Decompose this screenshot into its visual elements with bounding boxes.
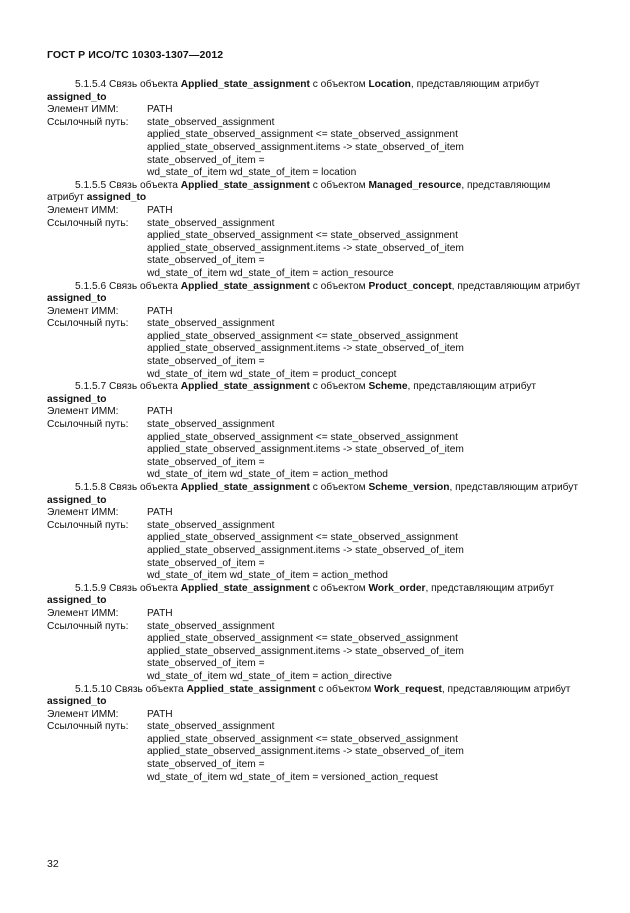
ref-path-line: wd_state_of_item wd_state_of_item = action_method [147, 570, 388, 582]
mapping-section [47, 482, 587, 583]
ref-path-line: applied_state_observed_assignment.items -> state_observed_of_item [147, 242, 464, 254]
mapping-section [47, 281, 587, 382]
element-label: Элемент ИММ: [47, 204, 119, 216]
title-text: , представляющим атрибут [425, 582, 555, 594]
title-text: , представляющим атрибут [410, 79, 540, 90]
entity-name: Applied_state_assignment [180, 381, 310, 393]
title-text: Связь объекта [111, 683, 187, 695]
ref-path-line: wd_state_of_item wd_state_of_item = action_directive [147, 670, 392, 682]
element-row [47, 709, 587, 722]
section-title [47, 180, 587, 205]
target-entity-name: Managed_resource [368, 179, 462, 191]
element-label: Элемент ИММ: [47, 305, 119, 317]
ref-path-line: applied_state_observed_assignment <= state_observed_assignment [147, 733, 458, 745]
section-number: 5.1.5.10 [75, 683, 112, 695]
element-value: PATH [147, 607, 173, 619]
ref-path-first-line: state_observed_assignment [147, 217, 275, 229]
element-row [47, 507, 587, 520]
section-number: 5.1.5.5 [75, 179, 107, 191]
title-text: , представляющим атрибут [451, 280, 581, 292]
target-entity-name: Product_concept [368, 280, 452, 292]
ref-path-line: wd_state_of_item wd_state_of_item = action_method [147, 469, 388, 481]
element-value: PATH [147, 104, 173, 116]
ref-path-lines [147, 129, 587, 179]
ref-path-label: Ссылочный путь: [47, 419, 129, 431]
ref-path-line: wd_state_of_item wd_state_of_item = action_resource [147, 267, 394, 279]
ref-path-label: Ссылочный путь: [47, 318, 129, 330]
element-row [47, 104, 587, 117]
ref-path-line: applied_state_observed_assignment <= state_observed_assignment [147, 532, 458, 544]
ref-path-label: Ссылочный путь: [47, 620, 129, 632]
target-entity-name: Scheme_version [368, 482, 450, 493]
title-text: , представляющим атрибут [449, 482, 578, 493]
attribute-name: assigned_to [47, 595, 107, 607]
ref-path-lines [147, 432, 587, 482]
section-title [47, 79, 587, 104]
page-number: 32 [47, 858, 59, 870]
ref-path-line: applied_state_observed_assignment.items -> state_observed_of_item [147, 645, 464, 657]
ref-path-line: applied_state_observed_assignment <= state_observed_assignment [147, 129, 458, 141]
title-text: Связь объекта [106, 582, 181, 594]
ref-path-lines [147, 331, 587, 381]
title-text: с объектом [309, 381, 369, 393]
ref-path-row [47, 218, 587, 231]
title-text: Связь объекта [106, 280, 181, 292]
ref-path-line: applied_state_observed_assignment.items -> state_observed_of_item [147, 141, 464, 153]
element-value: PATH [147, 305, 173, 317]
mapping-section [47, 180, 587, 281]
title-text: с объектом [309, 179, 369, 191]
title-text: Связь объекта [106, 79, 181, 90]
ref-path-lines [147, 532, 587, 582]
section-number: 5.1.5.6 [75, 280, 107, 292]
section-number: 5.1.5.7 [75, 381, 107, 393]
ref-path-lines [147, 734, 587, 784]
title-text: с объектом [309, 280, 369, 292]
ref-path-row [47, 621, 587, 634]
ref-path-line: applied_state_observed_assignment.items -> state_observed_of_item [147, 444, 464, 456]
element-label: Элемент ИММ: [47, 708, 119, 720]
ref-path-line: wd_state_of_item wd_state_of_item = versioned_action_request [147, 771, 438, 783]
section-title [47, 583, 587, 608]
entity-name: Applied_state_assignment [180, 582, 310, 594]
element-value: PATH [147, 708, 173, 720]
ref-path-line: applied_state_observed_assignment <= state_observed_assignment [147, 633, 458, 645]
element-label: Элемент ИММ: [47, 104, 119, 116]
element-row [47, 406, 587, 419]
ref-path-line: wd_state_of_item wd_state_of_item = product_concept [147, 368, 397, 380]
attribute-name: assigned_to [47, 91, 107, 103]
ref-path-label: Ссылочный путь: [47, 217, 129, 229]
ref-path-line: applied_state_observed_assignment.items -> state_observed_of_item [147, 746, 464, 758]
target-entity-name: Work_order [368, 582, 426, 594]
document-body [47, 79, 587, 784]
ref-path-row [47, 721, 587, 734]
section-number: 5.1.5.9 [75, 582, 107, 594]
title-text: Связь объекта [106, 482, 181, 493]
title-text: , представляющим атрибут [47, 179, 551, 204]
title-text: с объектом [309, 79, 369, 90]
ref-path-line: state_observed_of_item = [147, 658, 265, 670]
ref-path-row [47, 419, 587, 432]
title-text: , представляющим атрибут [407, 381, 537, 393]
ref-path-label: Ссылочный путь: [47, 519, 129, 531]
section-number: 5.1.5.4 [75, 79, 107, 90]
ref-path-line: applied_state_observed_assignment <= state_observed_assignment [147, 431, 458, 443]
element-value: PATH [147, 406, 173, 418]
ref-path-row [47, 520, 587, 533]
ref-path-line: applied_state_observed_assignment.items -> state_observed_of_item [147, 544, 464, 556]
ref-path-line: state_observed_of_item = [147, 456, 265, 468]
target-entity-name: Work_request [374, 683, 442, 695]
element-value: PATH [147, 204, 173, 216]
ref-path-first-line: state_observed_assignment [147, 318, 275, 330]
ref-path-line: state_observed_of_item = [147, 255, 265, 267]
attribute-name: assigned_to [86, 192, 147, 204]
title-text: с объектом [309, 482, 369, 493]
mapping-section [47, 381, 587, 482]
page-header: ГОСТ Р ИСО/ТС 10303-1307—2012 [47, 49, 224, 61]
ref-path-line: state_observed_of_item = [147, 356, 265, 368]
entity-name: Applied_state_assignment [180, 482, 310, 493]
ref-path-first-line: state_observed_assignment [147, 419, 275, 431]
ref-path-lines [147, 230, 587, 280]
ref-path-line: state_observed_of_item = [147, 759, 265, 771]
mapping-section [47, 583, 587, 684]
element-label: Элемент ИММ: [47, 507, 119, 519]
ref-path-row [47, 117, 587, 130]
mapping-section [47, 684, 587, 785]
title-text: Связь объекта [106, 381, 181, 393]
ref-path-first-line: state_observed_assignment [147, 620, 275, 632]
element-value: PATH [147, 507, 173, 519]
ref-path-first-line: state_observed_assignment [147, 519, 275, 531]
section-title [47, 281, 587, 306]
ref-path-lines [147, 633, 587, 683]
title-text: с объектом [309, 582, 369, 594]
ref-path-line: applied_state_observed_assignment <= state_observed_assignment [147, 330, 458, 342]
element-row [47, 205, 587, 218]
element-row [47, 608, 587, 621]
ref-path-line: wd_state_of_item wd_state_of_item = location [147, 167, 357, 179]
element-label: Элемент ИММ: [47, 406, 119, 418]
section-title [47, 381, 587, 406]
ref-path-line: state_observed_of_item = [147, 154, 265, 166]
mapping-section [47, 79, 587, 180]
attribute-name: assigned_to [47, 494, 107, 506]
ref-path-label: Ссылочный путь: [47, 116, 129, 128]
attribute-name: assigned_to [47, 696, 107, 708]
ref-path-label: Ссылочный путь: [47, 721, 129, 733]
section-title [47, 684, 587, 709]
ref-path-line: applied_state_observed_assignment <= state_observed_assignment [147, 230, 458, 242]
entity-name: Applied_state_assignment [186, 683, 316, 695]
element-row [47, 306, 587, 319]
target-entity-name: Location [368, 79, 411, 90]
section-title [47, 482, 587, 507]
attribute-name: assigned_to [47, 293, 107, 305]
attribute-name: assigned_to [47, 393, 107, 405]
ref-path-first-line: state_observed_assignment [147, 116, 275, 128]
title-text: Связь объекта [106, 179, 181, 191]
entity-name: Applied_state_assignment [180, 179, 310, 191]
target-entity-name: Scheme [368, 381, 408, 393]
section-number: 5.1.5.8 [75, 482, 107, 493]
title-text: с объектом [315, 683, 375, 695]
element-label: Элемент ИММ: [47, 607, 119, 619]
ref-path-first-line: state_observed_assignment [147, 721, 275, 733]
ref-path-row [47, 318, 587, 331]
title-text: , представляющим атрибут [441, 683, 571, 695]
entity-name: Applied_state_assignment [180, 79, 310, 90]
entity-name: Applied_state_assignment [180, 280, 310, 292]
ref-path-line: applied_state_observed_assignment.items -> state_observed_of_item [147, 343, 464, 355]
ref-path-line: state_observed_of_item = [147, 557, 265, 569]
